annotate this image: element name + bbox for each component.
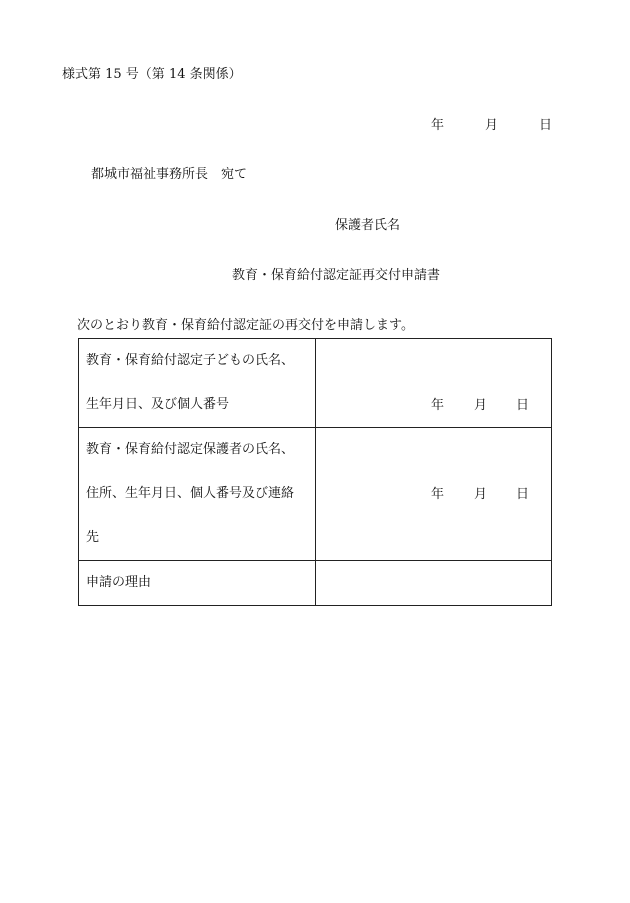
guardian-name-label: 保護者氏名 (335, 218, 401, 233)
guardian-birth-year: 年 (431, 487, 445, 502)
table-row-guardian-info (79, 428, 552, 561)
table-row-child-info (79, 339, 552, 428)
guardian-info-input-cell[interactable] (316, 428, 552, 561)
child-info-input-cell[interactable] (316, 339, 552, 428)
child-birth-month: 月 (474, 398, 488, 413)
application-table (78, 338, 552, 606)
header-date-month: 月 (485, 118, 499, 133)
guardian-birth-month: 月 (474, 487, 488, 502)
guardian-info-label-line-1: 教育・保育給付認定保護者の氏名、 (86, 442, 295, 457)
guardian-info-label-line-2: 住所、生年月日、個人番号及び連絡 (86, 486, 295, 501)
reason-label: 申請の理由 (86, 575, 152, 590)
guardian-birth-day: 日 (516, 487, 530, 502)
intro-text: 次のとおり教育・保育給付認定証の再交付を申請します。 (77, 318, 414, 333)
header-date-day: 日 (539, 118, 553, 133)
reason-label-cell (79, 561, 316, 606)
table-row-reason (79, 561, 552, 606)
form-number: 様式第 15 号（第 14 条関係） (62, 67, 242, 82)
document-title: 教育・保育給付認定証再交付申請書 (232, 268, 441, 283)
child-info-label-cell (79, 339, 316, 428)
child-info-label-line-1: 教育・保育給付認定子どもの氏名、 (86, 353, 295, 368)
child-info-label-line-2: 生年月日、及び個人番号 (86, 397, 230, 412)
child-birth-year: 年 (431, 398, 445, 413)
header-date-year: 年 (431, 118, 445, 133)
reason-input-cell[interactable] (316, 561, 552, 606)
guardian-info-label-line-3: 先 (86, 530, 100, 545)
guardian-info-label-cell (79, 428, 316, 561)
child-birth-day: 日 (516, 398, 530, 413)
addressee: 都城市福祉事務所長 宛て (91, 167, 248, 182)
